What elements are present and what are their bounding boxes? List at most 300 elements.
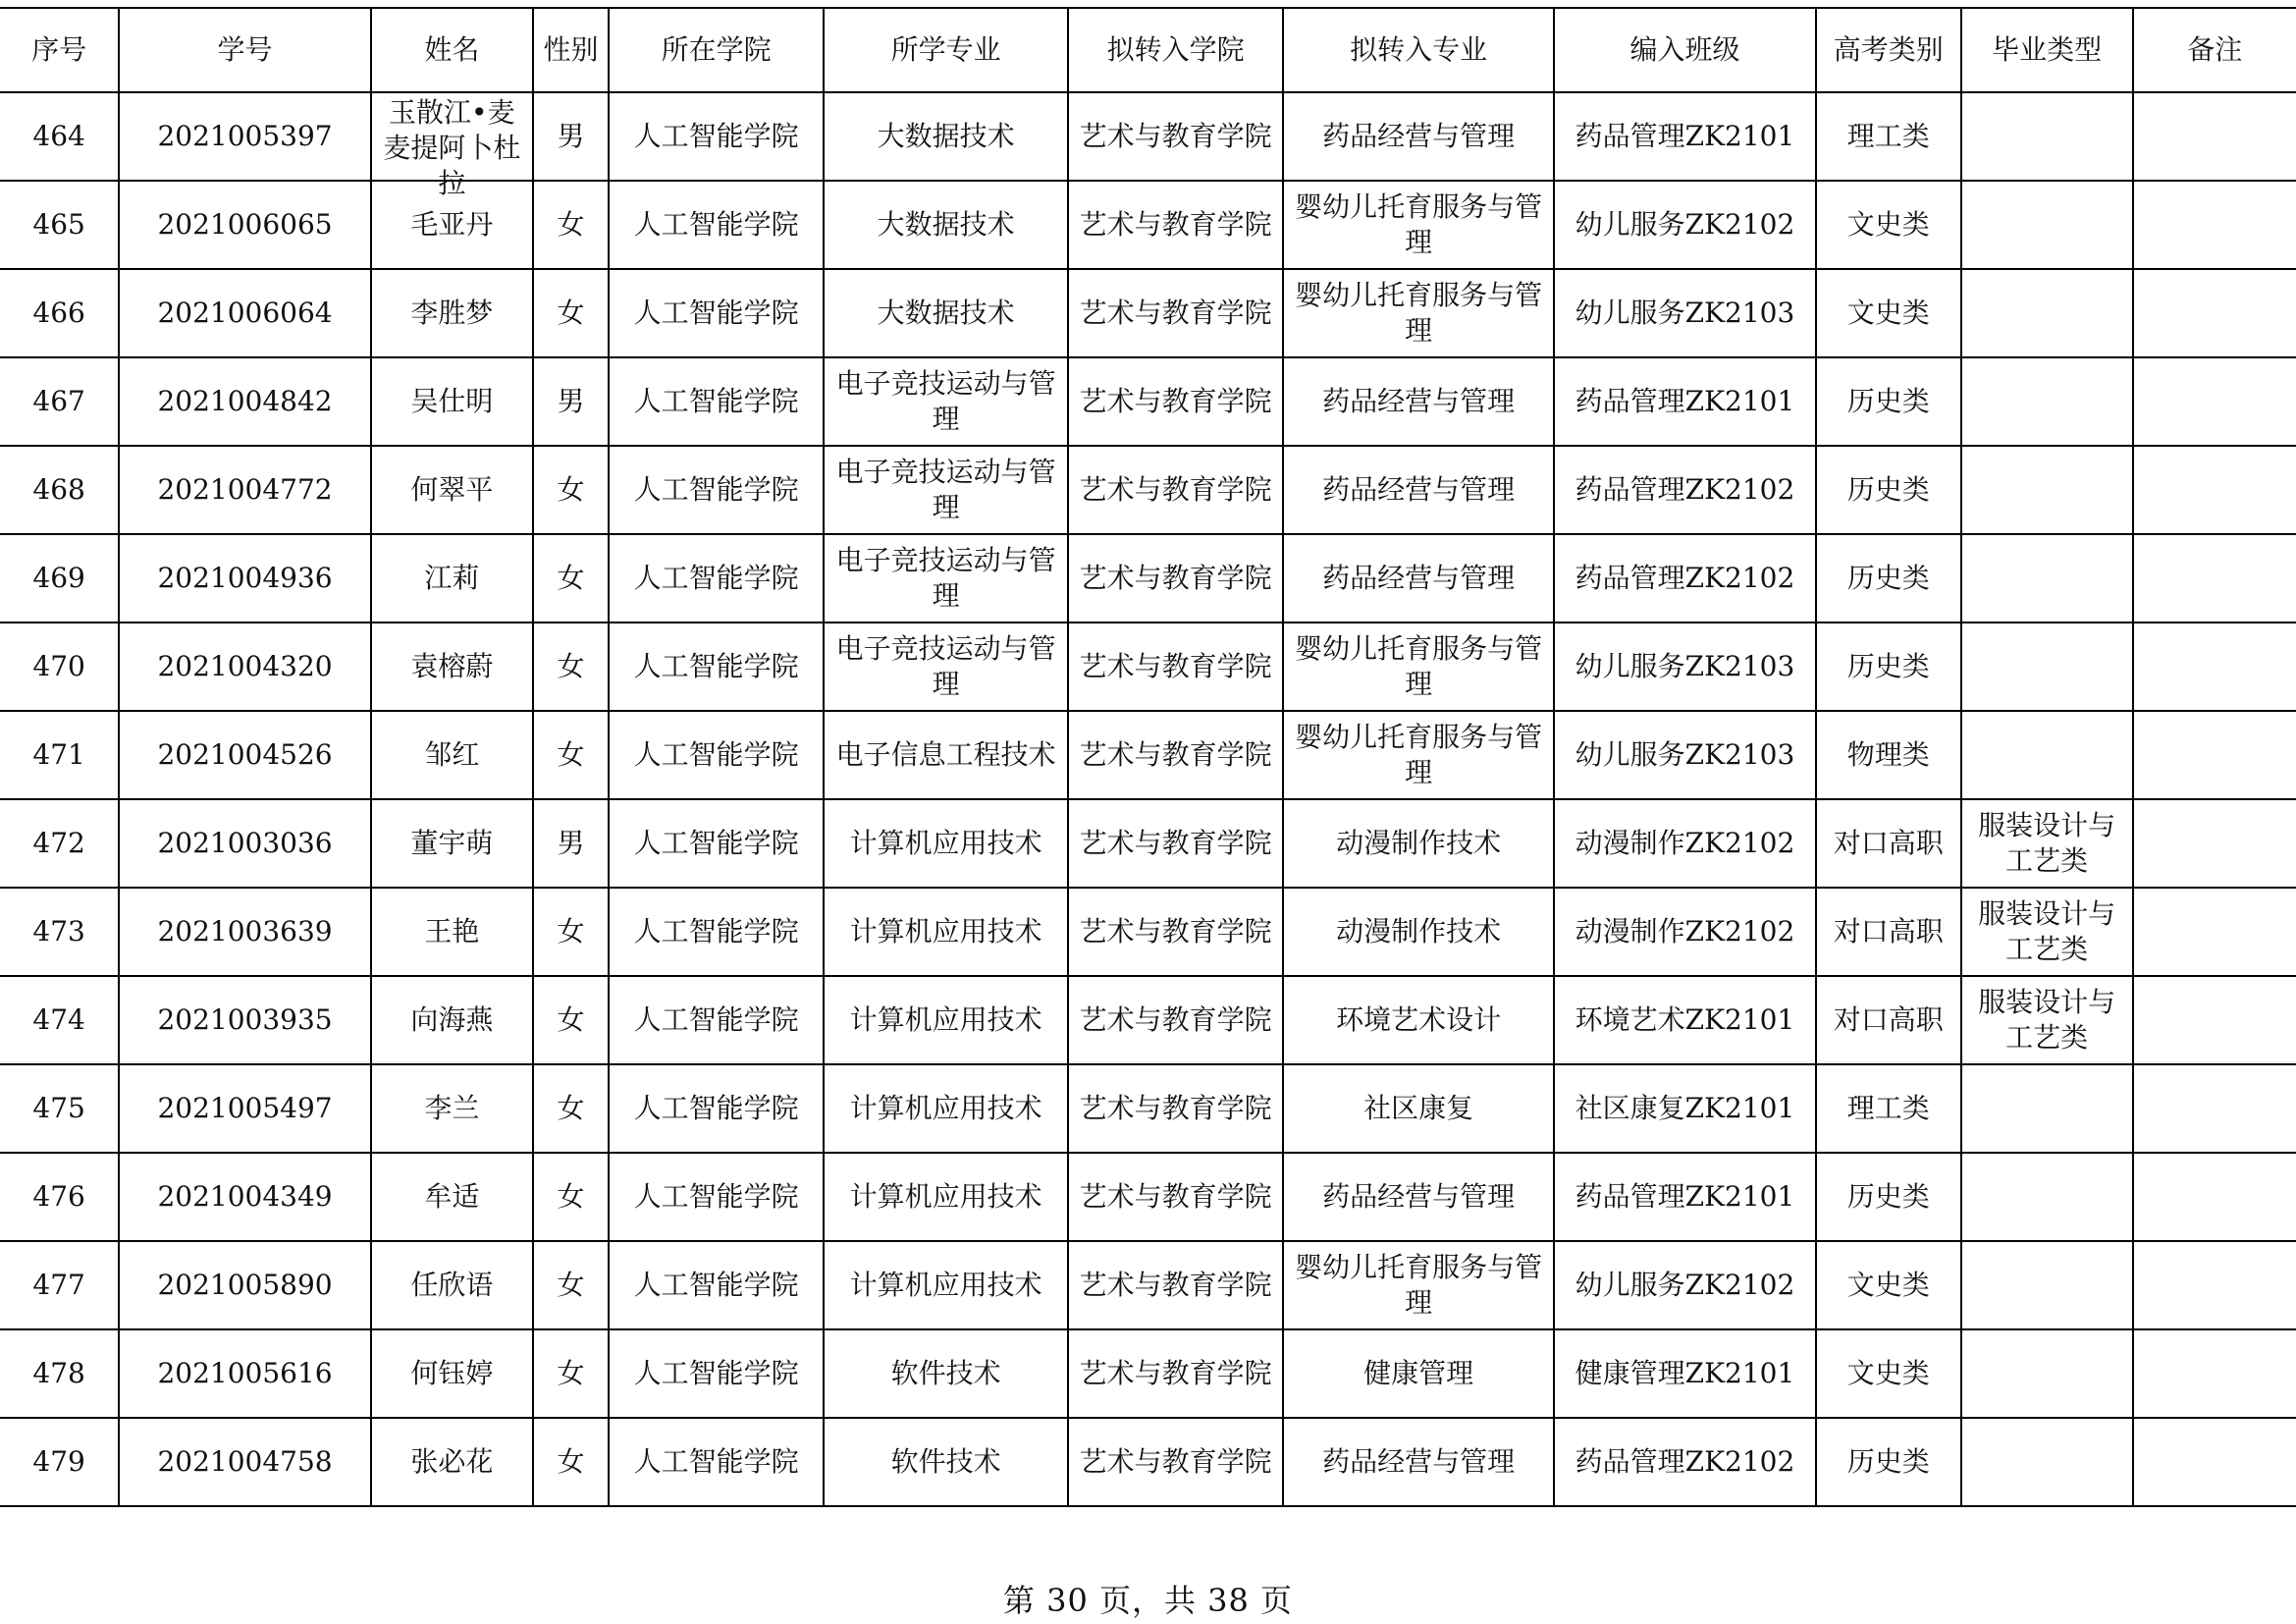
cell-index-text: 479	[32, 1445, 85, 1478]
cell-index	[0, 1064, 119, 1153]
cell-student-id	[119, 357, 371, 446]
cell-target-college	[1068, 1064, 1283, 1153]
cell-index-text: 465	[32, 208, 85, 241]
cell-current-major-text: 计算机应用技术	[849, 1180, 1042, 1213]
table-row	[0, 357, 2296, 446]
cell-target-major	[1283, 711, 1554, 799]
cell-current-college	[609, 181, 824, 269]
cell-remarks	[2133, 1064, 2296, 1153]
cell-target-major	[1283, 269, 1554, 357]
table-row	[0, 1064, 2296, 1153]
cell-exam-category	[1816, 181, 1961, 269]
cell-exam-category	[1816, 269, 1961, 357]
cell-student-id-text: 2021005397	[157, 120, 333, 152]
col-header-remarks: 备注	[2133, 8, 2296, 92]
cell-current-college	[609, 534, 824, 623]
cell-gender	[533, 92, 610, 181]
cell-target-college-text: 艺术与教育学院	[1079, 1357, 1272, 1389]
cell-current-major	[824, 1064, 1069, 1153]
table-row	[0, 1153, 2296, 1241]
cell-remarks	[2133, 623, 2296, 711]
cell-exam-category-text: 文史类	[1846, 1357, 1930, 1389]
cell-remarks	[2133, 1418, 2296, 1506]
cell-current-college-text: 人工智能学院	[633, 297, 799, 329]
col-header-gender: 性别	[533, 8, 610, 92]
cell-target-college	[1068, 446, 1283, 534]
cell-exam-category	[1816, 446, 1961, 534]
cell-gender	[533, 534, 610, 623]
cell-name	[371, 534, 533, 623]
cell-current-college	[609, 1241, 824, 1329]
cell-remarks	[2133, 446, 2296, 534]
cell-current-college	[609, 1153, 824, 1241]
cell-target-major-text: 婴幼儿托育服务与管理	[1295, 190, 1543, 258]
cell-student-id-text: 2021004842	[157, 385, 333, 417]
table-row	[0, 181, 2296, 269]
cell-exam-category-text: 文史类	[1846, 297, 1930, 329]
cell-exam-category-text: 历史类	[1846, 562, 1930, 594]
cell-student-id	[119, 1241, 371, 1329]
col-header-target-college: 拟转入学院	[1068, 8, 1283, 92]
cell-target-college	[1068, 269, 1283, 357]
cell-exam-category-text: 对口高职	[1833, 827, 1944, 859]
cell-gender-text: 女	[557, 738, 585, 771]
cell-name	[371, 799, 533, 888]
cell-name-text: 王艳	[424, 915, 480, 947]
cell-exam-category-text: 文史类	[1846, 1269, 1930, 1301]
cell-gender	[533, 181, 610, 269]
cell-name	[371, 623, 533, 711]
cell-current-college-text: 人工智能学院	[633, 120, 799, 152]
cell-exam-category	[1816, 534, 1961, 623]
cell-current-major-text: 软件技术	[890, 1445, 1001, 1478]
cell-gender-text: 女	[557, 562, 585, 594]
cell-current-major-text: 电子信息工程技术	[835, 738, 1056, 771]
cell-gender	[533, 976, 610, 1064]
cell-gender	[533, 623, 610, 711]
cell-target-college-text: 艺术与教育学院	[1079, 208, 1272, 241]
cell-remarks	[2133, 976, 2296, 1064]
cell-exam-category	[1816, 888, 1961, 976]
cell-name-text: 玉散江•麦麦提阿卜杜拉	[383, 96, 521, 199]
cell-class	[1554, 1064, 1815, 1153]
cell-gender	[533, 1418, 610, 1506]
cell-student-id	[119, 446, 371, 534]
cell-index-text: 477	[32, 1269, 85, 1301]
cell-index	[0, 623, 119, 711]
cell-target-college	[1068, 1153, 1283, 1241]
cell-target-major	[1283, 623, 1554, 711]
cell-graduation-type	[1961, 623, 2133, 711]
cell-gender-text: 女	[557, 1445, 585, 1478]
cell-current-college	[609, 357, 824, 446]
cell-class	[1554, 976, 1815, 1064]
cell-index	[0, 976, 119, 1064]
table-row	[0, 888, 2296, 976]
cell-current-major	[824, 711, 1069, 799]
cell-exam-category-text: 理工类	[1846, 120, 1930, 152]
cell-gender-text: 女	[557, 650, 585, 682]
cell-class-text: 药品管理ZK2102	[1575, 473, 1795, 506]
cell-class-text: 药品管理ZK2102	[1575, 562, 1795, 594]
cell-class	[1554, 446, 1815, 534]
cell-student-id	[119, 711, 371, 799]
cell-target-major-text: 药品经营与管理	[1322, 1180, 1516, 1213]
cell-current-major-text: 大数据技术	[877, 120, 1015, 152]
cell-current-major	[824, 1329, 1069, 1418]
cell-index-text: 474	[32, 1003, 85, 1036]
cell-current-major	[824, 181, 1069, 269]
cell-target-major-text: 药品经营与管理	[1322, 385, 1516, 417]
transfer-student-table-wrapper	[0, 7, 2296, 1507]
cell-student-id	[119, 1418, 371, 1506]
cell-exam-category	[1816, 799, 1961, 888]
cell-class-text: 幼儿服务ZK2103	[1575, 650, 1795, 682]
cell-class-text: 药品管理ZK2102	[1575, 1445, 1795, 1478]
cell-class	[1554, 1329, 1815, 1418]
cell-student-id	[119, 92, 371, 181]
cell-gender	[533, 269, 610, 357]
cell-class-text: 药品管理ZK2101	[1575, 385, 1795, 417]
cell-target-college	[1068, 711, 1283, 799]
cell-name-text: 牟适	[424, 1180, 480, 1213]
cell-student-id-text: 2021004772	[157, 473, 333, 506]
cell-current-college	[609, 1064, 824, 1153]
cell-target-college-text: 艺术与教育学院	[1079, 738, 1272, 771]
cell-gender	[533, 888, 610, 976]
cell-target-college	[1068, 799, 1283, 888]
cell-current-college-text: 人工智能学院	[633, 738, 799, 771]
cell-target-college	[1068, 181, 1283, 269]
cell-target-major-text: 婴幼儿托育服务与管理	[1295, 279, 1543, 347]
cell-exam-category-text: 理工类	[1846, 1092, 1930, 1124]
cell-current-major	[824, 1153, 1069, 1241]
cell-current-college	[609, 446, 824, 534]
cell-target-major	[1283, 1241, 1554, 1329]
cell-exam-category-text: 对口高职	[1833, 915, 1944, 947]
cell-graduation-type	[1961, 1064, 2133, 1153]
col-header-index: 序号	[0, 8, 119, 92]
cell-graduation-type	[1961, 976, 2133, 1064]
cell-exam-category	[1816, 92, 1961, 181]
cell-target-college	[1068, 1241, 1283, 1329]
cell-target-major	[1283, 1418, 1554, 1506]
cell-current-college	[609, 976, 824, 1064]
cell-name-text: 江莉	[424, 562, 480, 594]
cell-target-college	[1068, 534, 1283, 623]
cell-current-major-text: 电子竞技运动与管理	[835, 456, 1056, 523]
cell-target-major-text: 环境艺术设计	[1336, 1003, 1502, 1036]
cell-target-college-text: 艺术与教育学院	[1079, 1003, 1272, 1036]
cell-graduation-type	[1961, 711, 2133, 799]
cell-target-major	[1283, 1329, 1554, 1418]
cell-student-id	[119, 1329, 371, 1418]
cell-exam-category-text: 对口高职	[1833, 1003, 1944, 1036]
cell-class	[1554, 799, 1815, 888]
cell-index-text: 469	[32, 562, 85, 594]
cell-class	[1554, 92, 1815, 181]
table-header	[0, 8, 2296, 92]
cell-remarks	[2133, 888, 2296, 976]
cell-index	[0, 357, 119, 446]
cell-current-major	[824, 888, 1069, 976]
cell-current-major	[824, 357, 1069, 446]
cell-graduation-type-text: 服装设计与工艺类	[1978, 986, 2116, 1054]
cell-graduation-type	[1961, 888, 2133, 976]
cell-current-major	[824, 1241, 1069, 1329]
cell-class	[1554, 1241, 1815, 1329]
cell-name	[371, 92, 533, 199]
cell-target-college-text: 艺术与教育学院	[1079, 385, 1272, 417]
cell-target-college-text: 艺术与教育学院	[1079, 120, 1272, 152]
cell-name	[371, 1418, 533, 1506]
cell-current-college	[609, 92, 824, 181]
cell-current-college-text: 人工智能学院	[633, 562, 799, 594]
cell-current-college	[609, 1329, 824, 1418]
cell-current-major	[824, 92, 1069, 181]
cell-target-college-text: 艺术与教育学院	[1079, 915, 1272, 947]
cell-current-college-text: 人工智能学院	[633, 1445, 799, 1478]
cell-gender	[533, 1153, 610, 1241]
cell-current-college	[609, 269, 824, 357]
cell-current-major-text: 软件技术	[890, 1357, 1001, 1389]
cell-index	[0, 1418, 119, 1506]
cell-index-text: 472	[32, 827, 85, 859]
cell-remarks	[2133, 1241, 2296, 1329]
cell-target-major-text: 婴幼儿托育服务与管理	[1295, 1251, 1543, 1319]
cell-index	[0, 92, 119, 181]
cell-student-id-text: 2021004349	[157, 1180, 333, 1213]
cell-current-major-text: 计算机应用技术	[849, 1269, 1042, 1301]
cell-index	[0, 446, 119, 534]
table-body	[0, 92, 2296, 1506]
cell-current-major	[824, 623, 1069, 711]
cell-student-id-text: 2021005890	[157, 1269, 333, 1301]
col-header-exam-category: 高考类别	[1816, 8, 1961, 92]
cell-current-college	[609, 888, 824, 976]
cell-graduation-type	[1961, 92, 2133, 181]
cell-index	[0, 1329, 119, 1418]
cell-class-text: 幼儿服务ZK2102	[1575, 1269, 1795, 1301]
col-header-current-major: 所学专业	[824, 8, 1069, 92]
cell-student-id-text: 2021005497	[157, 1092, 333, 1124]
cell-name-text: 何钰婷	[410, 1357, 494, 1389]
cell-target-major	[1283, 888, 1554, 976]
cell-current-major	[824, 534, 1069, 623]
cell-class-text: 药品管理ZK2101	[1575, 1180, 1795, 1213]
cell-exam-category	[1816, 357, 1961, 446]
cell-target-major-text: 药品经营与管理	[1322, 120, 1516, 152]
cell-index	[0, 269, 119, 357]
cell-student-id-text: 2021003935	[157, 1003, 333, 1036]
page-number: 第 30 页，共 38 页	[1002, 1582, 1294, 1619]
cell-target-college	[1068, 623, 1283, 711]
cell-name-text: 向海燕	[410, 1003, 494, 1036]
cell-current-major-text: 计算机应用技术	[849, 827, 1042, 859]
table-row	[0, 799, 2296, 888]
cell-name	[371, 1064, 533, 1153]
cell-name-text: 张必花	[410, 1445, 494, 1478]
cell-class	[1554, 888, 1815, 976]
cell-graduation-type	[1961, 1418, 2133, 1506]
cell-exam-category-text: 历史类	[1846, 650, 1930, 682]
cell-remarks	[2133, 1153, 2296, 1241]
cell-current-major	[824, 446, 1069, 534]
cell-student-id	[119, 1153, 371, 1241]
cell-student-id	[119, 888, 371, 976]
cell-current-major-text: 计算机应用技术	[849, 1003, 1042, 1036]
cell-student-id	[119, 976, 371, 1064]
cell-graduation-type	[1961, 1241, 2133, 1329]
cell-name	[371, 711, 533, 799]
cell-gender-text: 女	[557, 1003, 585, 1036]
cell-current-college-text: 人工智能学院	[633, 208, 799, 241]
cell-target-college-text: 艺术与教育学院	[1079, 1092, 1272, 1124]
cell-target-major	[1283, 976, 1554, 1064]
table-row	[0, 1418, 2296, 1506]
cell-current-major-text: 电子竞技运动与管理	[835, 632, 1056, 700]
cell-gender	[533, 1329, 610, 1418]
transfer-student-table	[0, 7, 2296, 1507]
cell-gender-text: 女	[557, 915, 585, 947]
cell-exam-category	[1816, 1329, 1961, 1418]
cell-index-text: 467	[32, 385, 85, 417]
cell-target-major-text: 婴幼儿托育服务与管理	[1295, 632, 1543, 700]
cell-target-college	[1068, 92, 1283, 181]
cell-exam-category	[1816, 976, 1961, 1064]
cell-student-id-text: 2021004936	[157, 562, 333, 594]
cell-current-major-text: 电子竞技运动与管理	[835, 544, 1056, 612]
cell-class	[1554, 181, 1815, 269]
cell-exam-category	[1816, 711, 1961, 799]
table-row	[0, 1241, 2296, 1329]
cell-name	[371, 1329, 533, 1418]
cell-current-college-text: 人工智能学院	[633, 1003, 799, 1036]
cell-exam-category-text: 物理类	[1846, 738, 1930, 771]
cell-remarks	[2133, 711, 2296, 799]
cell-current-college-text: 人工智能学院	[633, 1357, 799, 1389]
cell-class-text: 幼儿服务ZK2102	[1575, 208, 1795, 241]
cell-class	[1554, 357, 1815, 446]
cell-index	[0, 799, 119, 888]
cell-name	[371, 446, 533, 534]
cell-class-text: 幼儿服务ZK2103	[1575, 738, 1795, 771]
cell-current-college	[609, 623, 824, 711]
cell-current-major	[824, 269, 1069, 357]
cell-current-major	[824, 976, 1069, 1064]
cell-name	[371, 269, 533, 357]
cell-graduation-type	[1961, 446, 2133, 534]
cell-gender	[533, 357, 610, 446]
cell-target-college	[1068, 1418, 1283, 1506]
cell-graduation-type	[1961, 1153, 2133, 1241]
cell-class	[1554, 623, 1815, 711]
cell-exam-category-text: 历史类	[1846, 473, 1930, 506]
cell-class-text: 环境艺术ZK2101	[1575, 1003, 1795, 1036]
cell-class	[1554, 1153, 1815, 1241]
cell-current-major	[824, 799, 1069, 888]
cell-class	[1554, 1418, 1815, 1506]
cell-class	[1554, 534, 1815, 623]
cell-remarks	[2133, 92, 2296, 181]
cell-name-text: 任欣语	[410, 1269, 494, 1301]
table-row	[0, 976, 2296, 1064]
cell-target-college-text: 艺术与教育学院	[1079, 1269, 1272, 1301]
cell-gender-text: 女	[557, 297, 585, 329]
cell-graduation-type	[1961, 269, 2133, 357]
cell-current-college	[609, 1418, 824, 1506]
cell-student-id	[119, 623, 371, 711]
cell-target-college	[1068, 888, 1283, 976]
cell-name-text: 李胜梦	[410, 297, 494, 329]
cell-current-major-text: 大数据技术	[877, 297, 1015, 329]
cell-graduation-type	[1961, 1329, 2133, 1418]
cell-exam-category-text: 文史类	[1846, 208, 1930, 241]
cell-target-major	[1283, 534, 1554, 623]
cell-student-id-text: 2021006065	[157, 208, 333, 241]
table-row	[0, 623, 2296, 711]
cell-gender-text: 男	[557, 120, 585, 152]
cell-class	[1554, 711, 1815, 799]
cell-graduation-type	[1961, 799, 2133, 888]
col-header-name: 姓名	[371, 8, 533, 92]
cell-index	[0, 711, 119, 799]
cell-index-text: 470	[32, 650, 85, 682]
cell-target-major	[1283, 446, 1554, 534]
cell-name-text: 袁榕蔚	[410, 650, 494, 682]
cell-remarks	[2133, 1329, 2296, 1418]
table-row	[0, 711, 2296, 799]
cell-class-text: 动漫制作ZK2102	[1575, 915, 1795, 947]
cell-gender-text: 男	[557, 827, 585, 859]
cell-index-text: 466	[32, 297, 85, 329]
table-row	[0, 446, 2296, 534]
cell-student-id-text: 2021003036	[157, 827, 333, 859]
cell-current-college	[609, 799, 824, 888]
cell-name	[371, 1241, 533, 1329]
cell-target-major	[1283, 799, 1554, 888]
cell-graduation-type-text: 服装设计与工艺类	[1978, 897, 2116, 965]
cell-exam-category-text: 历史类	[1846, 1445, 1930, 1478]
cell-index-text: 476	[32, 1180, 85, 1213]
cell-student-id	[119, 1064, 371, 1153]
cell-index-text: 464	[32, 120, 85, 152]
cell-exam-category	[1816, 1153, 1961, 1241]
cell-class-text: 幼儿服务ZK2103	[1575, 297, 1795, 329]
cell-current-major-text: 计算机应用技术	[849, 1092, 1042, 1124]
cell-target-major-text: 动漫制作技术	[1336, 827, 1502, 859]
cell-target-major-text: 健康管理	[1363, 1357, 1474, 1389]
cell-name	[371, 888, 533, 976]
col-header-class: 编入班级	[1554, 8, 1815, 92]
cell-current-major-text: 计算机应用技术	[849, 915, 1042, 947]
table-row	[0, 92, 2296, 181]
cell-student-id-text: 2021005616	[157, 1357, 333, 1389]
cell-target-college-text: 艺术与教育学院	[1079, 473, 1272, 506]
cell-target-college-text: 艺术与教育学院	[1079, 297, 1272, 329]
cell-graduation-type	[1961, 181, 2133, 269]
cell-gender	[533, 446, 610, 534]
cell-current-college-text: 人工智能学院	[633, 473, 799, 506]
cell-name-text: 毛亚丹	[410, 208, 494, 241]
cell-student-id	[119, 269, 371, 357]
cell-gender-text: 女	[557, 208, 585, 241]
cell-name-text: 邹红	[424, 738, 480, 771]
cell-target-major-text: 药品经营与管理	[1322, 562, 1516, 594]
cell-student-id-text: 2021003639	[157, 915, 333, 947]
cell-index	[0, 181, 119, 269]
cell-current-major	[824, 1418, 1069, 1506]
